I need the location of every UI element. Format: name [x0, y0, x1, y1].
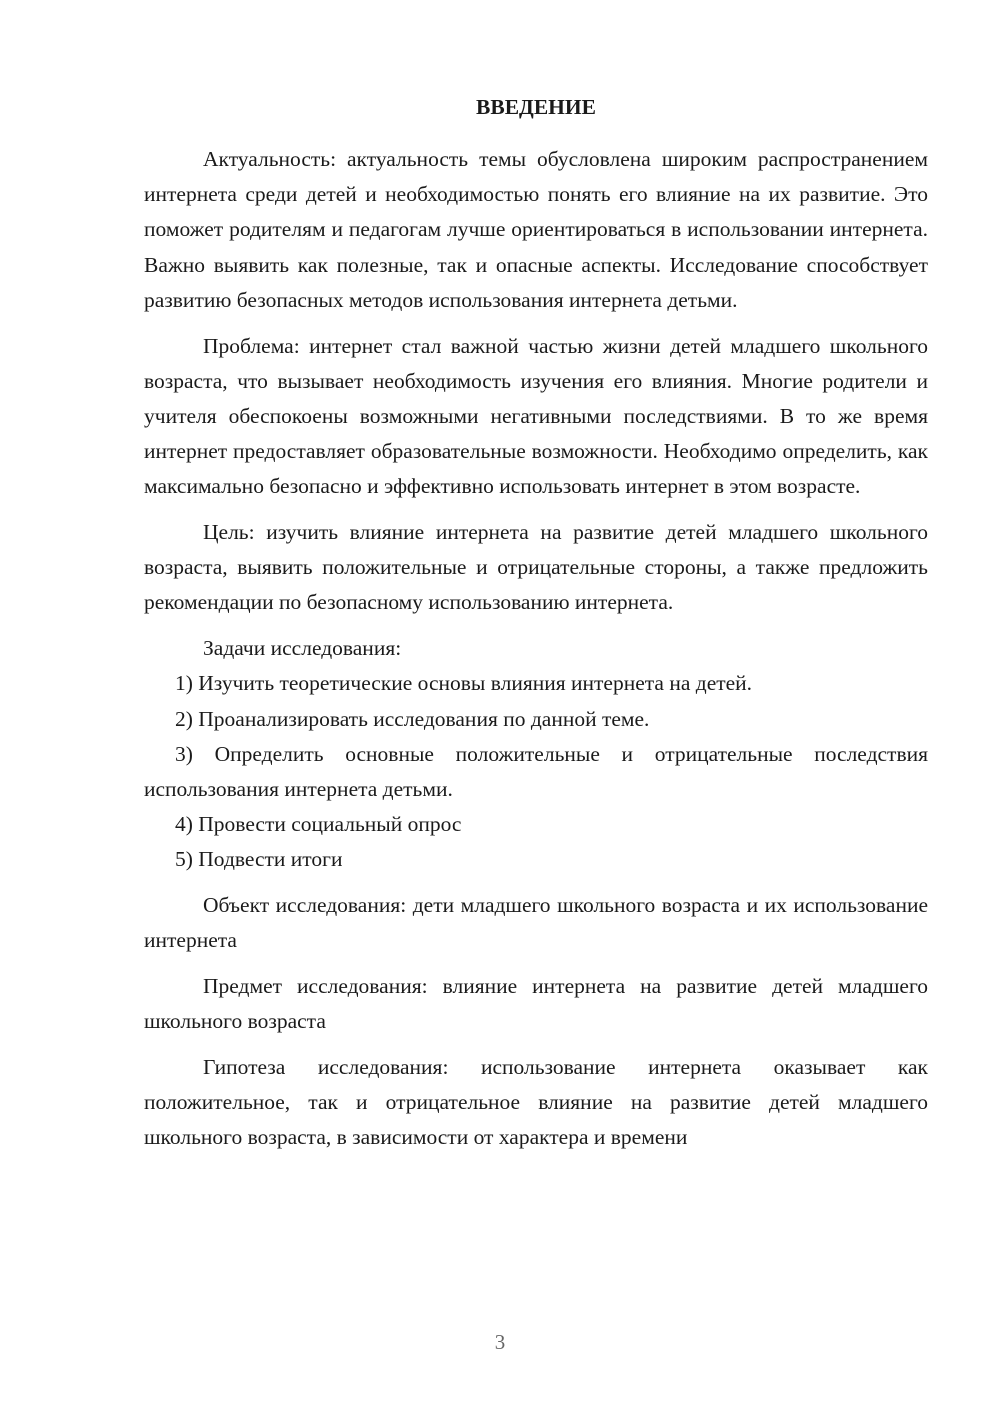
paragraph-subject: Предмет исследования: влияние интернета на развитие детей младшего школьного возраста — [144, 973, 928, 1034]
paragraph-problem: Проблема: интернет стал важной частью жизни детей младшего школьного возраста, что вызывает необходимость изучения его влияния. Многие родители и учителя обеспокоены возможными негативными последствиями. В то же время интернет предоставляет образовательные возможности. Необходимо определить, как максимально безопасно и эффективно использовать интернет в этом возрасте. — [144, 333, 928, 499]
tasks-heading: Задачи исследования: — [203, 636, 402, 661]
paragraph-hypothesis: Гипотеза исследования: использование интернета оказывает как положительное, так и отрицательное влияние на развитие детей младшего школьного возраста, в зависимости от характера и времени — [144, 1054, 928, 1150]
document-page — [144, 90, 928, 1155]
task-item-3: 3) Определить основные положительные и отрицательные последствия использования интернета детьми. — [144, 741, 928, 801]
paragraph-goal: Цель: изучить влияние интернета на развитие детей младшего школьного возраста, выявить положительные и отрицательные стороны, а также предложить рекомендации по безопасному использованию интернета. — [144, 520, 928, 615]
task-item-5: 5) Подвести итоги — [175, 847, 343, 872]
section-title: ВВЕДЕНИЕ — [476, 95, 596, 119]
task-item-1: 1) Изучить теоретические основы влияния интернета на детей. — [175, 671, 753, 696]
task-item-2: 2) Проанализировать исследования по данной теме. — [175, 706, 650, 731]
task-item-4: 4) Провести социальный опрос — [175, 812, 462, 837]
paragraph-relevance: Актуальность: актуальность темы обусловлена широким распространением интернета среди детей и необходимостью понять его влияние на их развитие. Это поможет родителям и педагогам лучше ориентироваться в использовании интернета. Важно выявить как полезные, так и опасные аспекты. Исследование способствует развитию безопасных методов использования интернета детьми. — [144, 147, 928, 312]
paragraph-object: Объект исследования: дети младшего школьного возраста и их использование интернета — [144, 893, 928, 953]
page-number: 3 — [494, 1330, 506, 1354]
